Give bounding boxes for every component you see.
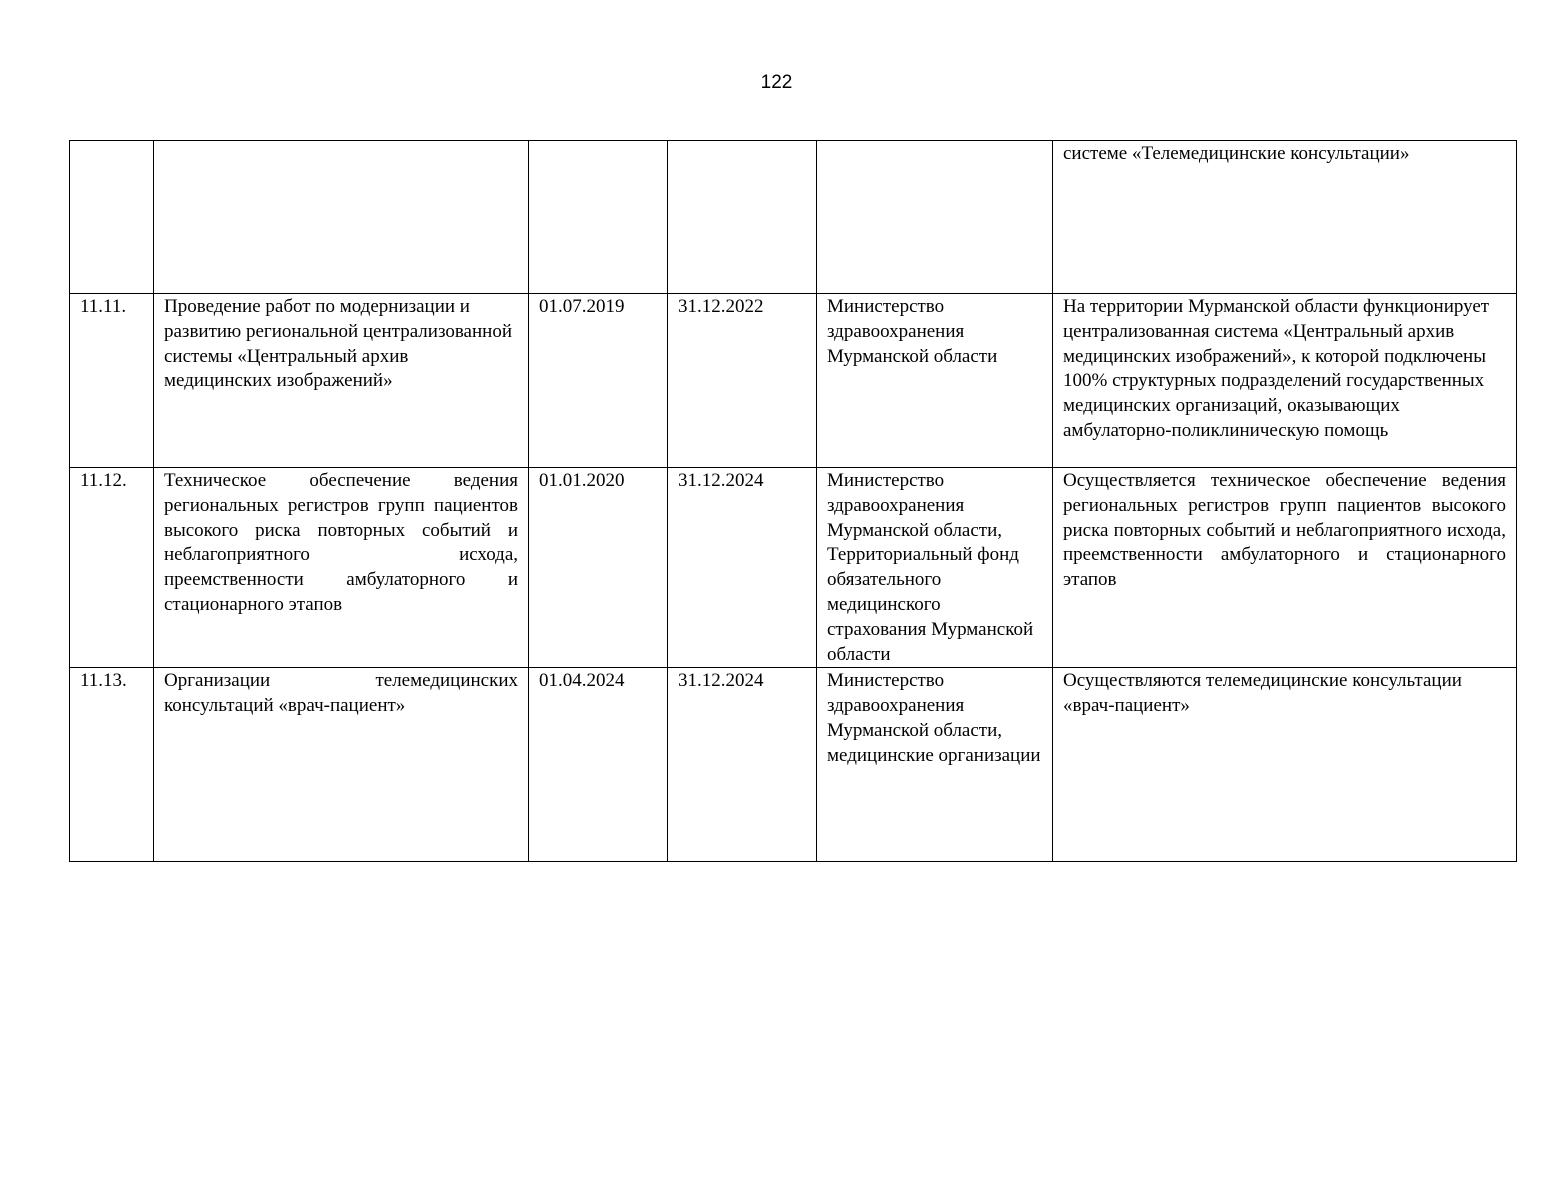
table-row [70,294,1517,468]
result-cell: На территории Мурманской области функционирует централизованная система «Центральный архив медицинских изображений», к которой подключены 100% структурных подразделений государственных медицинских организаций, оказывающих амбулаторно-поликлиническую помощь [1053,294,1517,468]
result-cell: Осуществляется техническое обеспечение ведения региональных регистров групп пациентов высокого риска повторных событий и неблагоприятного исхода, преемственности амбулаторного и стационарного этапов [1053,468,1517,668]
start-date-cell: 01.01.2020 [529,468,668,668]
event-cell: Техническое обеспечение ведения региональных регистров групп пациентов высокого риска повторных событий и неблагоприятного исхода, преемственности амбулаторного и стационарного этапов [154,468,529,668]
start-date-cell: 01.04.2024 [529,668,668,862]
result-cell: Осуществляются телемедицинские консультации «врач-пациент» [1053,668,1517,862]
start-date-cell: 01.07.2019 [529,294,668,468]
row-number-cell: 11.11. [70,294,154,468]
responsible-cell [817,141,1053,294]
event-cell: Проведение работ по модернизации и развитию региональной централизованной системы «Центральный архив медицинских изображений» [154,294,529,468]
event-cell: Организации телемедицинских консультаций «врач-пациент» [154,668,529,862]
start-date-cell [529,141,668,294]
event-cell [154,141,529,294]
table-row [70,668,1517,862]
table-row [70,468,1517,668]
plan-table [69,140,1517,862]
result-cell: системе «Телемедицинские консультации» [1053,141,1517,294]
page-number: 122 [760,72,793,93]
end-date-cell [668,141,817,294]
end-date-cell: 31.12.2024 [668,468,817,668]
row-number-cell: 11.13. [70,668,154,862]
end-date-cell: 31.12.2024 [668,668,817,862]
responsible-cell: Министерство здравоохранения Мурманской области [817,294,1053,468]
end-date-cell: 31.12.2022 [668,294,817,468]
responsible-cell: Министерство здравоохранения Мурманской области, Территориальный фонд обязательного медицинского страхования Мурманской области [817,468,1053,668]
table-row [70,141,1517,294]
responsible-cell: Министерство здравоохранения Мурманской области, медицинские организации [817,668,1053,862]
row-number-cell [70,141,154,294]
row-number-cell: 11.12. [70,468,154,668]
